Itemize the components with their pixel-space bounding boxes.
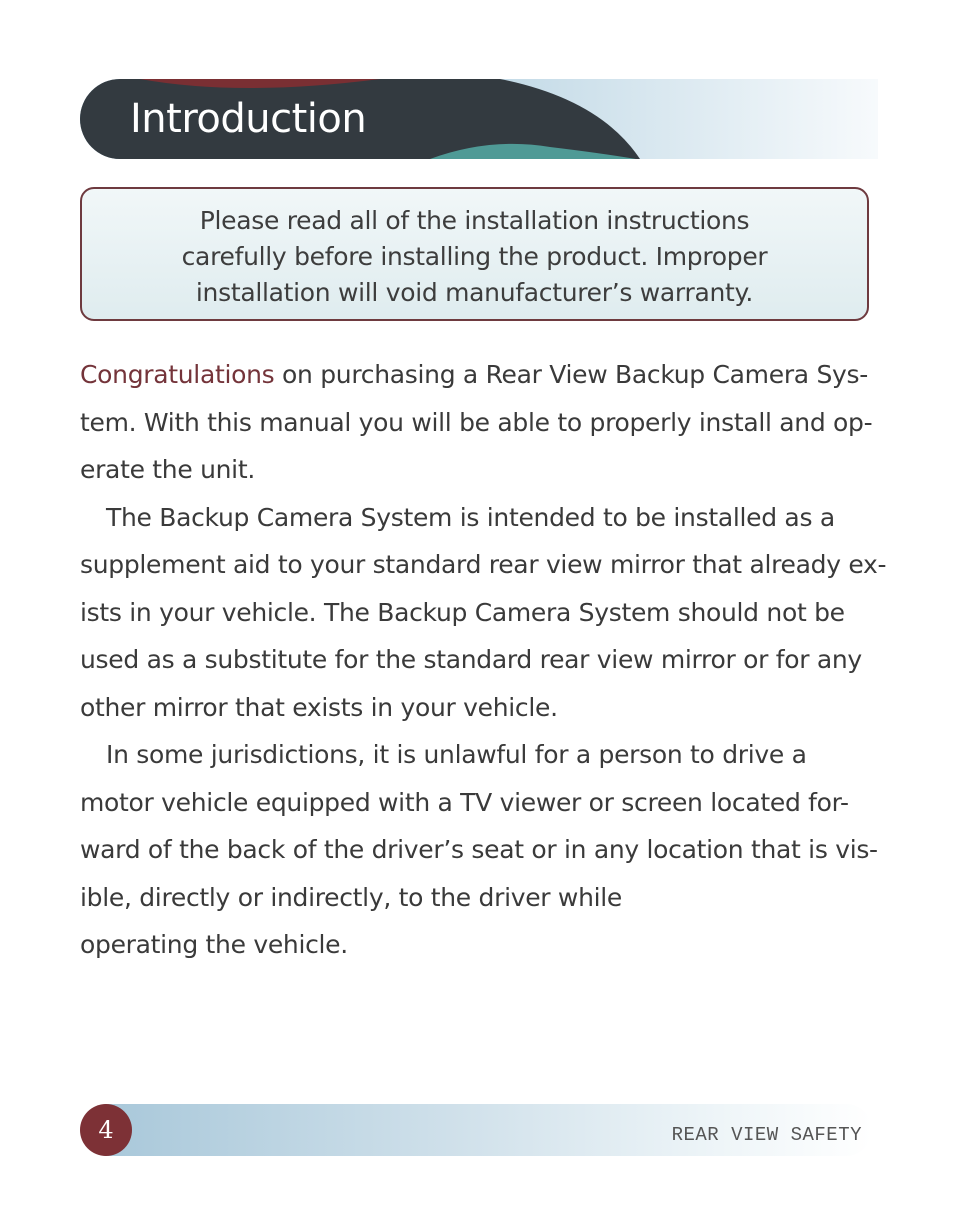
text-line: ists in your vehicle. The Backup Camera System should not be [80, 597, 845, 627]
highlighted-word: Congratulations [80, 360, 275, 389]
page-number-badge [80, 1104, 132, 1156]
footer-brand-label: REAR VIEW SAFETY [671, 1124, 862, 1146]
text-line: erate the unit. [80, 455, 255, 484]
page-title: Introduction [130, 96, 367, 142]
page-number: 4 [98, 1116, 114, 1144]
paragraph-intro [80, 351, 880, 494]
body-text [80, 351, 887, 969]
text-line: supplement aid to your standard rear view mirror that already ex- [80, 550, 887, 579]
text-line: tem. With this manual you will be able to properly install and op- [80, 407, 873, 437]
text-line: ible, directly or indirectly, to the driver while [80, 882, 622, 912]
text-line: operating the vehicle. [80, 930, 348, 959]
text-span: on purchasing a Rear View Backup Camera Sys- [274, 360, 868, 389]
text-line: motor vehicle equipped with a TV viewer or screen located for- [80, 787, 849, 817]
notice-line: Please read all of the installation instructions [199, 206, 750, 235]
warranty-notice-box [80, 187, 869, 321]
text-line: other mirror that exists in your vehicle. [80, 692, 558, 722]
text-line: The Backup Camera System is intended to be installed as a [106, 502, 835, 532]
notice-text [82, 203, 867, 311]
notice-line: installation will void manufacturer’s warranty. [195, 278, 754, 307]
section-header-banner [80, 79, 878, 159]
notice-line: carefully before installing the product. Improper [181, 242, 768, 271]
text-line: In some jurisdictions, it is unlawful for a person to drive a [106, 740, 807, 769]
text-line: ward of the back of the driver’s seat or in any location that is vis- [80, 835, 878, 864]
text-line: used as a substitute for the standard rear view mirror or for any [80, 645, 862, 674]
paragraph-legal [80, 731, 880, 969]
text-line [80, 351, 880, 399]
paragraph-supplement [80, 494, 887, 732]
